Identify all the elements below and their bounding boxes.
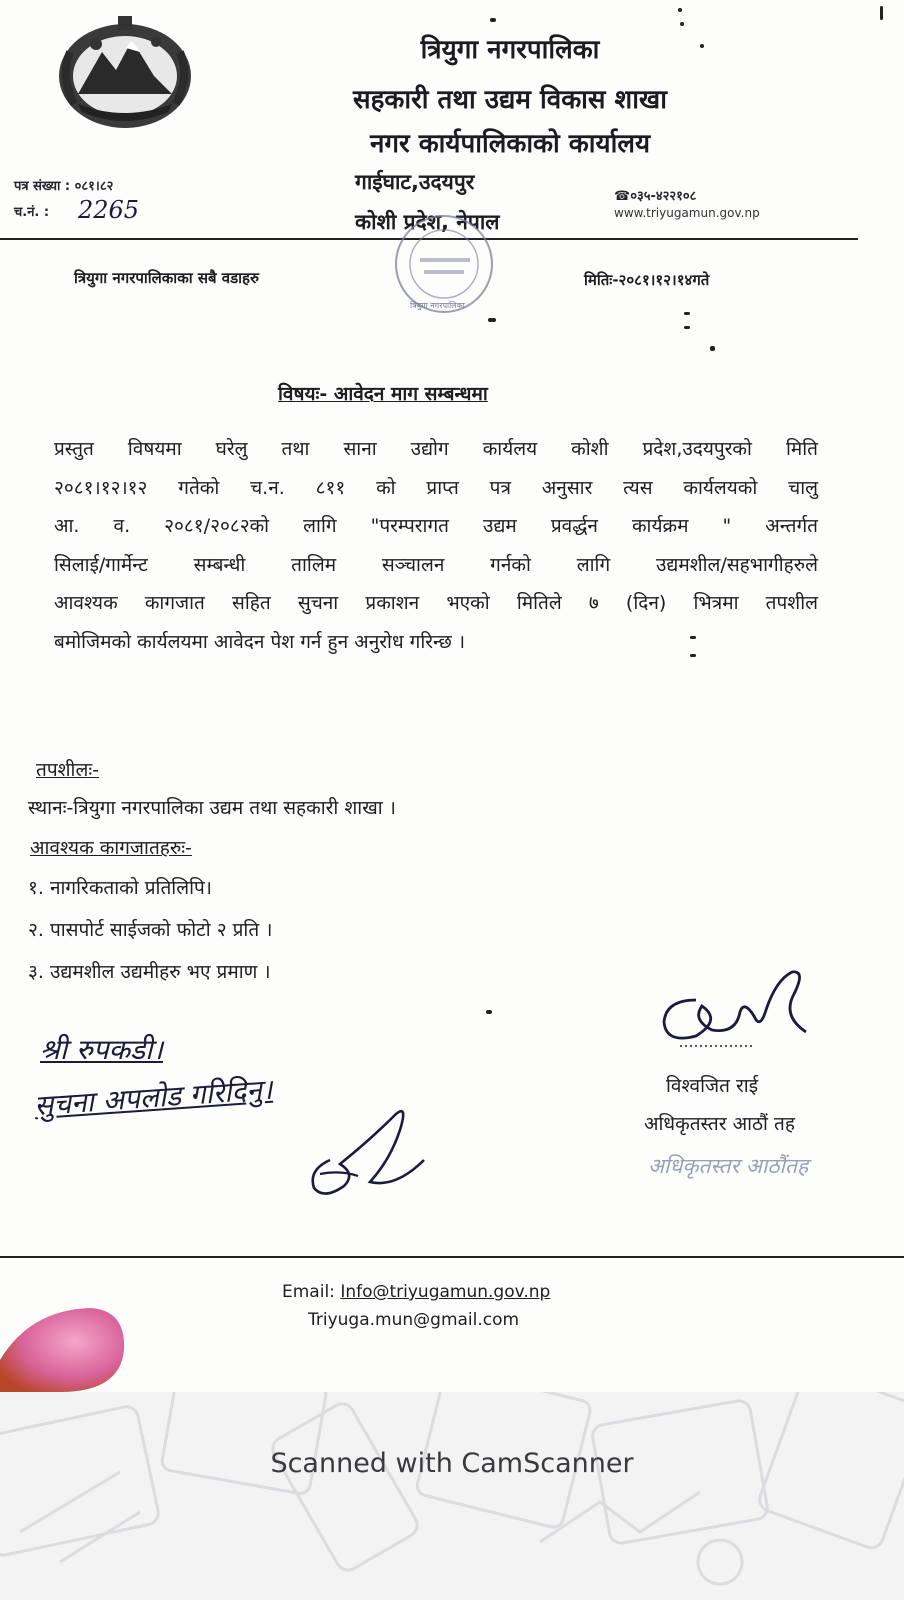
details-heading: तपशीलः- (36, 759, 100, 781)
speck (880, 6, 883, 20)
signatory-stamp: अधिकृतस्तर आठौंतह (648, 1154, 809, 1178)
org-name: त्रियुगा नगरपालिका (420, 35, 600, 65)
address-line1: गाईघाट,उदयपुर (355, 170, 475, 194)
finger-smudge (0, 1300, 130, 1392)
scanner-watermark-band (0, 1392, 904, 1600)
speck (690, 636, 696, 639)
email-label: Email: (282, 1282, 335, 1302)
footer-divider (0, 1256, 904, 1258)
email-link-secondary[interactable]: Triyuga.mun@gmail.com (308, 1310, 520, 1330)
speck (690, 654, 696, 657)
dispatch-label: च.नं. : (14, 205, 50, 220)
scanner-watermark-text: Scanned with CamScanner (270, 1448, 634, 1479)
handwritten-signature-left (300, 1100, 440, 1200)
speck (680, 22, 684, 26)
speck (488, 318, 496, 322)
body-paragraph (54, 430, 818, 661)
doc-item: १. नागरिकताको प्रतिलिपि। (28, 877, 212, 899)
nepal-emblem-logo (50, 12, 200, 137)
docs-heading: आवश्यक कागजातहरुः- (30, 837, 192, 859)
signatory-name: विश्वजित राई (666, 1075, 759, 1097)
details-location: स्थानः-त्रियुगा नगरपालिका उद्यम तथा सहकारी शाखा । (28, 797, 396, 819)
footer-email-line (282, 1282, 550, 1302)
email-link-primary[interactable]: Info@triyugamun.gov.np (340, 1282, 551, 1302)
body-line: २०८१।१२।१२ गतेको च.न. ८११ को प्राप्त पत्र अनुसार त्यस कार्यलयको चालु (54, 476, 818, 499)
body-line: सिलाई/गार्मेन्ट सम्बन्धी तालिम सञ्चालन गर्नको लागि उद्यमशील/सहभागीहरुले (54, 553, 818, 576)
body-line: आवश्यक कागजात सहित सुचना प्रकाशन भएको मितिले ७ (दिन) भित्रमा तपशील (54, 592, 818, 614)
recipient: त्रियुगा नगरपालिकाका सबै वडाहरु (74, 269, 259, 287)
letter-number: पत्र संख्या : ०८१।८२ (14, 179, 114, 194)
body-line: आ. व. २०८१/२०८२को लागि "परम्परागत उद्यम प्रवर्द्धन कार्यक्रम " अन्तर्गत (54, 515, 818, 537)
handwritten-note-line2: सुचना अपलोड गरिदिनु। (33, 1072, 274, 1123)
speck (684, 326, 690, 329)
scanner-background-pattern (0, 1392, 904, 1600)
phone-number: ☎०३५-४२२१०८ (614, 189, 697, 204)
subject: विषयः- आवेदन माग सम्बन्धमा (278, 383, 488, 405)
handwritten-note-line1: श्री रुपकडी। (40, 1033, 163, 1066)
doc-item: २. पासपोर्ट साईजको फोटो २ प्रति । (28, 919, 273, 941)
speck (486, 1010, 492, 1014)
dispatch-number: 2265 (78, 196, 140, 224)
speck (678, 8, 682, 12)
doc-item: ३. उद्यमशील उद्यमीहरु भए प्रमाण । (28, 961, 271, 983)
speck (684, 312, 690, 315)
branch-name: सहकारी तथा उद्यम विकास शाखा (353, 85, 667, 115)
letter-date: मितिः-२०८१।१२।१४गते (584, 271, 710, 289)
speck (700, 44, 704, 48)
speck (490, 18, 496, 22)
address-line2: कोशी प्रदेश, नेपाल (355, 210, 500, 234)
speck (710, 346, 715, 351)
website: www.triyugamun.gov.np (614, 206, 760, 220)
handwritten-signature-right (656, 960, 826, 1060)
body-line: बमोजिमको कार्यलयमा आवेदन पेश गर्न हुन अनुरोध गरिन्छ । (54, 630, 466, 653)
office-name: नगर कार्यपालिकाको कार्यालय (369, 129, 651, 159)
signatory-title: अधिकृतस्तर आठौं तह (644, 1113, 795, 1135)
body-line: प्रस्तुत विषयमा घरेलु तथा साना उद्योग कार्यलय कोशी प्रदेश,उदयपुरको मिति (54, 438, 818, 460)
seal-text: त्रियुगा नगरपालिका (410, 301, 465, 310)
